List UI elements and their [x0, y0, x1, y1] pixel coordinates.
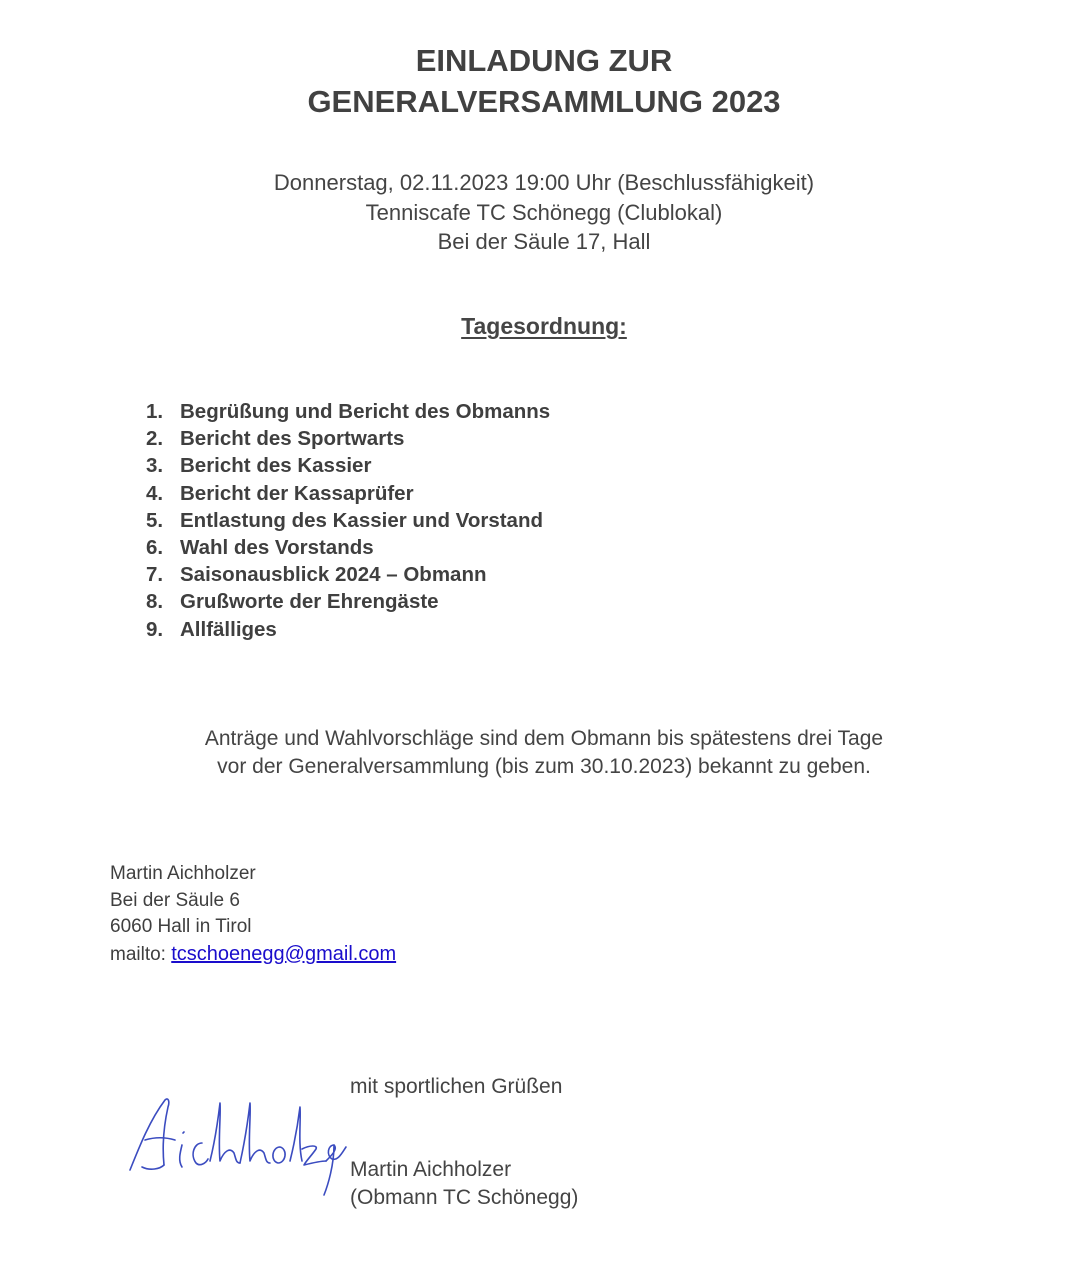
agenda-item-number: 4.	[146, 481, 164, 505]
title-line-1: EINLADUNG ZUR	[415, 43, 673, 78]
agenda-item	[140, 507, 550, 534]
signer-role: (Obmann TC Schönegg)	[350, 1186, 579, 1209]
deadline-note	[0, 725, 1080, 781]
signer-block	[350, 1156, 578, 1212]
agenda-item-number: 2.	[146, 427, 164, 451]
contact-email-line	[110, 941, 396, 969]
agenda-item-number: 6.	[146, 536, 164, 560]
signer-name: Martin Aichholzer	[350, 1158, 512, 1181]
handwritten-signature	[120, 1085, 350, 1200]
document-title	[0, 40, 1080, 122]
agenda-item-number: 5.	[146, 508, 164, 532]
agenda-item	[140, 534, 550, 561]
agenda-item	[140, 588, 550, 615]
agenda-item-text: Allfälliges	[180, 617, 277, 641]
agenda-heading: Tagesordnung:	[461, 313, 627, 339]
contact-name: Martin Aichholzer	[110, 863, 256, 884]
deadline-line-2: vor der Generalversammlung (bis zum 30.10.2023) bekannt zu geben.	[217, 755, 871, 778]
agenda-item-number: 9.	[146, 617, 164, 641]
agenda-item	[140, 616, 550, 643]
agenda-item-number: 7.	[146, 563, 164, 587]
agenda-item	[140, 561, 550, 588]
agenda-item	[140, 480, 550, 507]
agenda-item-text: Grußworte der Ehrengäste	[180, 590, 439, 614]
event-datetime: Donnerstag, 02.11.2023 19:00 Uhr (Beschlussfähigkeit)	[273, 170, 815, 195]
agenda-item-text: Wahl des Vorstands	[180, 536, 374, 560]
agenda-item-text: Saisonausblick 2024 – Obmann	[180, 563, 487, 587]
agenda-item-number: 1.	[146, 400, 164, 423]
deadline-line-1: Anträge und Wahlvorschläge sind dem Obmann bis spätestens drei Tage	[204, 727, 884, 750]
closing-greeting: mit sportlichen Grüßen	[350, 1075, 563, 1098]
email-link[interactable]: tcschoenegg@gmail.com	[171, 942, 397, 965]
agenda-item-text: Begrüßung und Bericht des Obmanns	[180, 400, 551, 423]
agenda-item	[140, 452, 550, 479]
agenda-item-text: Bericht des Sportwarts	[180, 427, 405, 451]
event-info	[0, 168, 1080, 257]
agenda-item-text: Bericht des Kassier	[180, 454, 372, 478]
agenda-item	[140, 425, 550, 452]
event-address: Bei der Säule 17, Hall	[437, 229, 651, 254]
event-venue: Tenniscafe TC Schönegg (Clublokal)	[365, 199, 723, 225]
agenda-item-number: 8.	[146, 590, 164, 614]
agenda-item-text: Entlastung des Kassier und Vorstand	[180, 508, 543, 532]
contact-street: Bei der Säule 6	[110, 889, 240, 911]
agenda-item-text: Bericht der Kassaprüfer	[180, 481, 414, 505]
contact-address	[110, 861, 396, 968]
mailto-label: mailto:	[110, 943, 166, 965]
contact-city: 6060 Hall in Tirol	[110, 916, 252, 937]
agenda-list	[140, 398, 550, 643]
title-line-2: GENERALVERSAMMLUNG 2023	[307, 84, 781, 119]
agenda-item	[140, 398, 550, 425]
agenda-item-number: 3.	[146, 454, 164, 478]
